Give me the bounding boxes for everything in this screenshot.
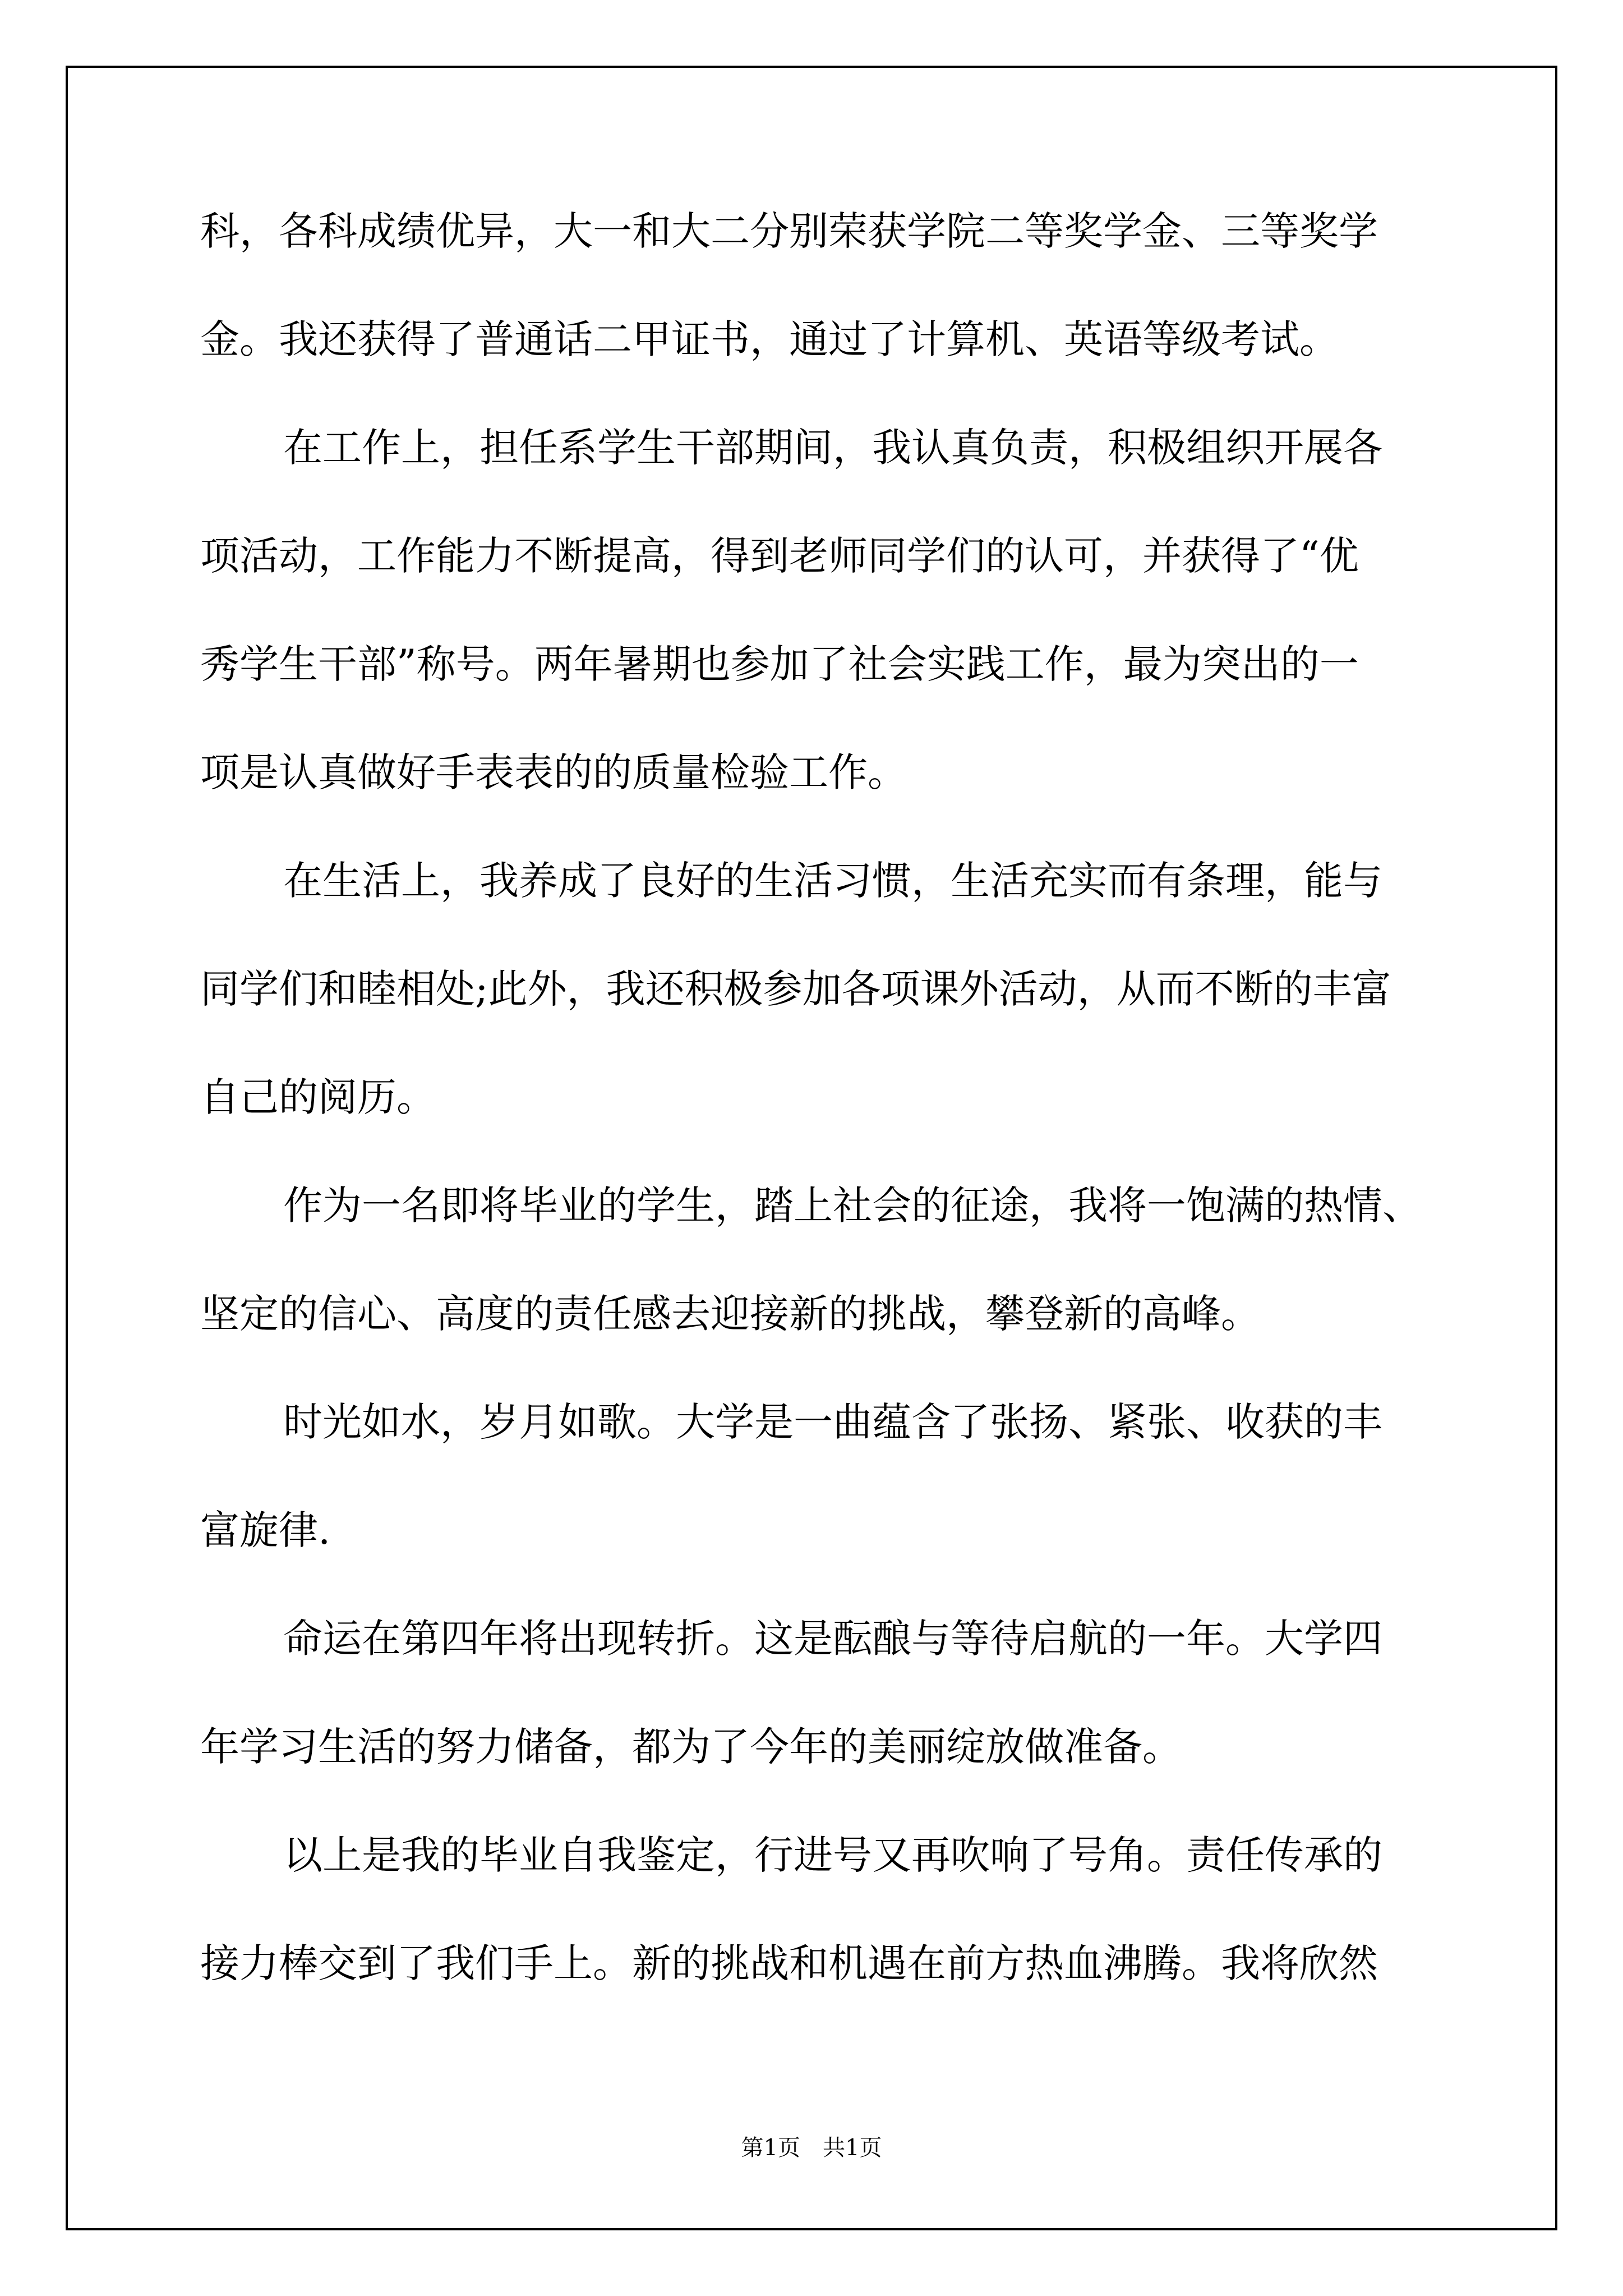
text-line: 项是认真做好手表表的的质量检验工作。 [200,749,907,795]
text-line: 秀学生干部”称号。两年暑期也参加了社会实践工作，最为突出的一 [200,641,1359,687]
text-line: 时光如水，岁月如歌。大学是一曲蕴含了张扬、紧张、收获的丰 [283,1399,1382,1445]
text-line: 在工作上，担任系学生干部期间，我认真负责，积极组织开展各 [283,425,1382,471]
text-line: 科，各科成绩优异，大一和大二分别荣获学院二等奖学金、三等奖学 [200,208,1378,254]
text-line: 同学们和睦相处;此外，我还积极参加各项课外活动，从而不断的丰富 [200,966,1391,1012]
text-line: 以上是我的毕业自我鉴定，行进号又再吹响了号角。责任传承的 [283,1832,1382,1878]
text-line: 作为一名即将毕业的学生，踏上社会的征途，我将一饱满的热情、 [283,1182,1422,1228]
text-line: 接力棒交到了我们手上。新的挑战和机遇在前方热血沸腾。我将欣然 [200,1940,1378,1986]
text-line: 在生活上，我养成了良好的生活习惯，生活充实而有条理，能与 [283,858,1382,904]
text-line: 项活动，工作能力不断提高，得到老师同学们的认可，并获得了“优 [200,533,1359,579]
text-line: 坚定的信心、高度的责任感去迎接新的挑战，攀登新的高峰。 [200,1291,1260,1337]
text-line: 年学习生活的努力储备，都为了今年的美丽绽放做准备。 [200,1724,1182,1770]
text-line: 自己的阅历。 [200,1074,436,1120]
text-line: 金。我还获得了普通话二甲证书，通过了计算机、英语等级考试。 [200,316,1339,362]
document-body [200,208,1434,2052]
page-footer: 第1页 共1页 [741,2135,882,2161]
text-line: 命运在第四年将出现转折。这是酝酿与等待启航的一年。大学四 [283,1616,1382,1662]
text-line: 富旋律. [200,1507,331,1553]
